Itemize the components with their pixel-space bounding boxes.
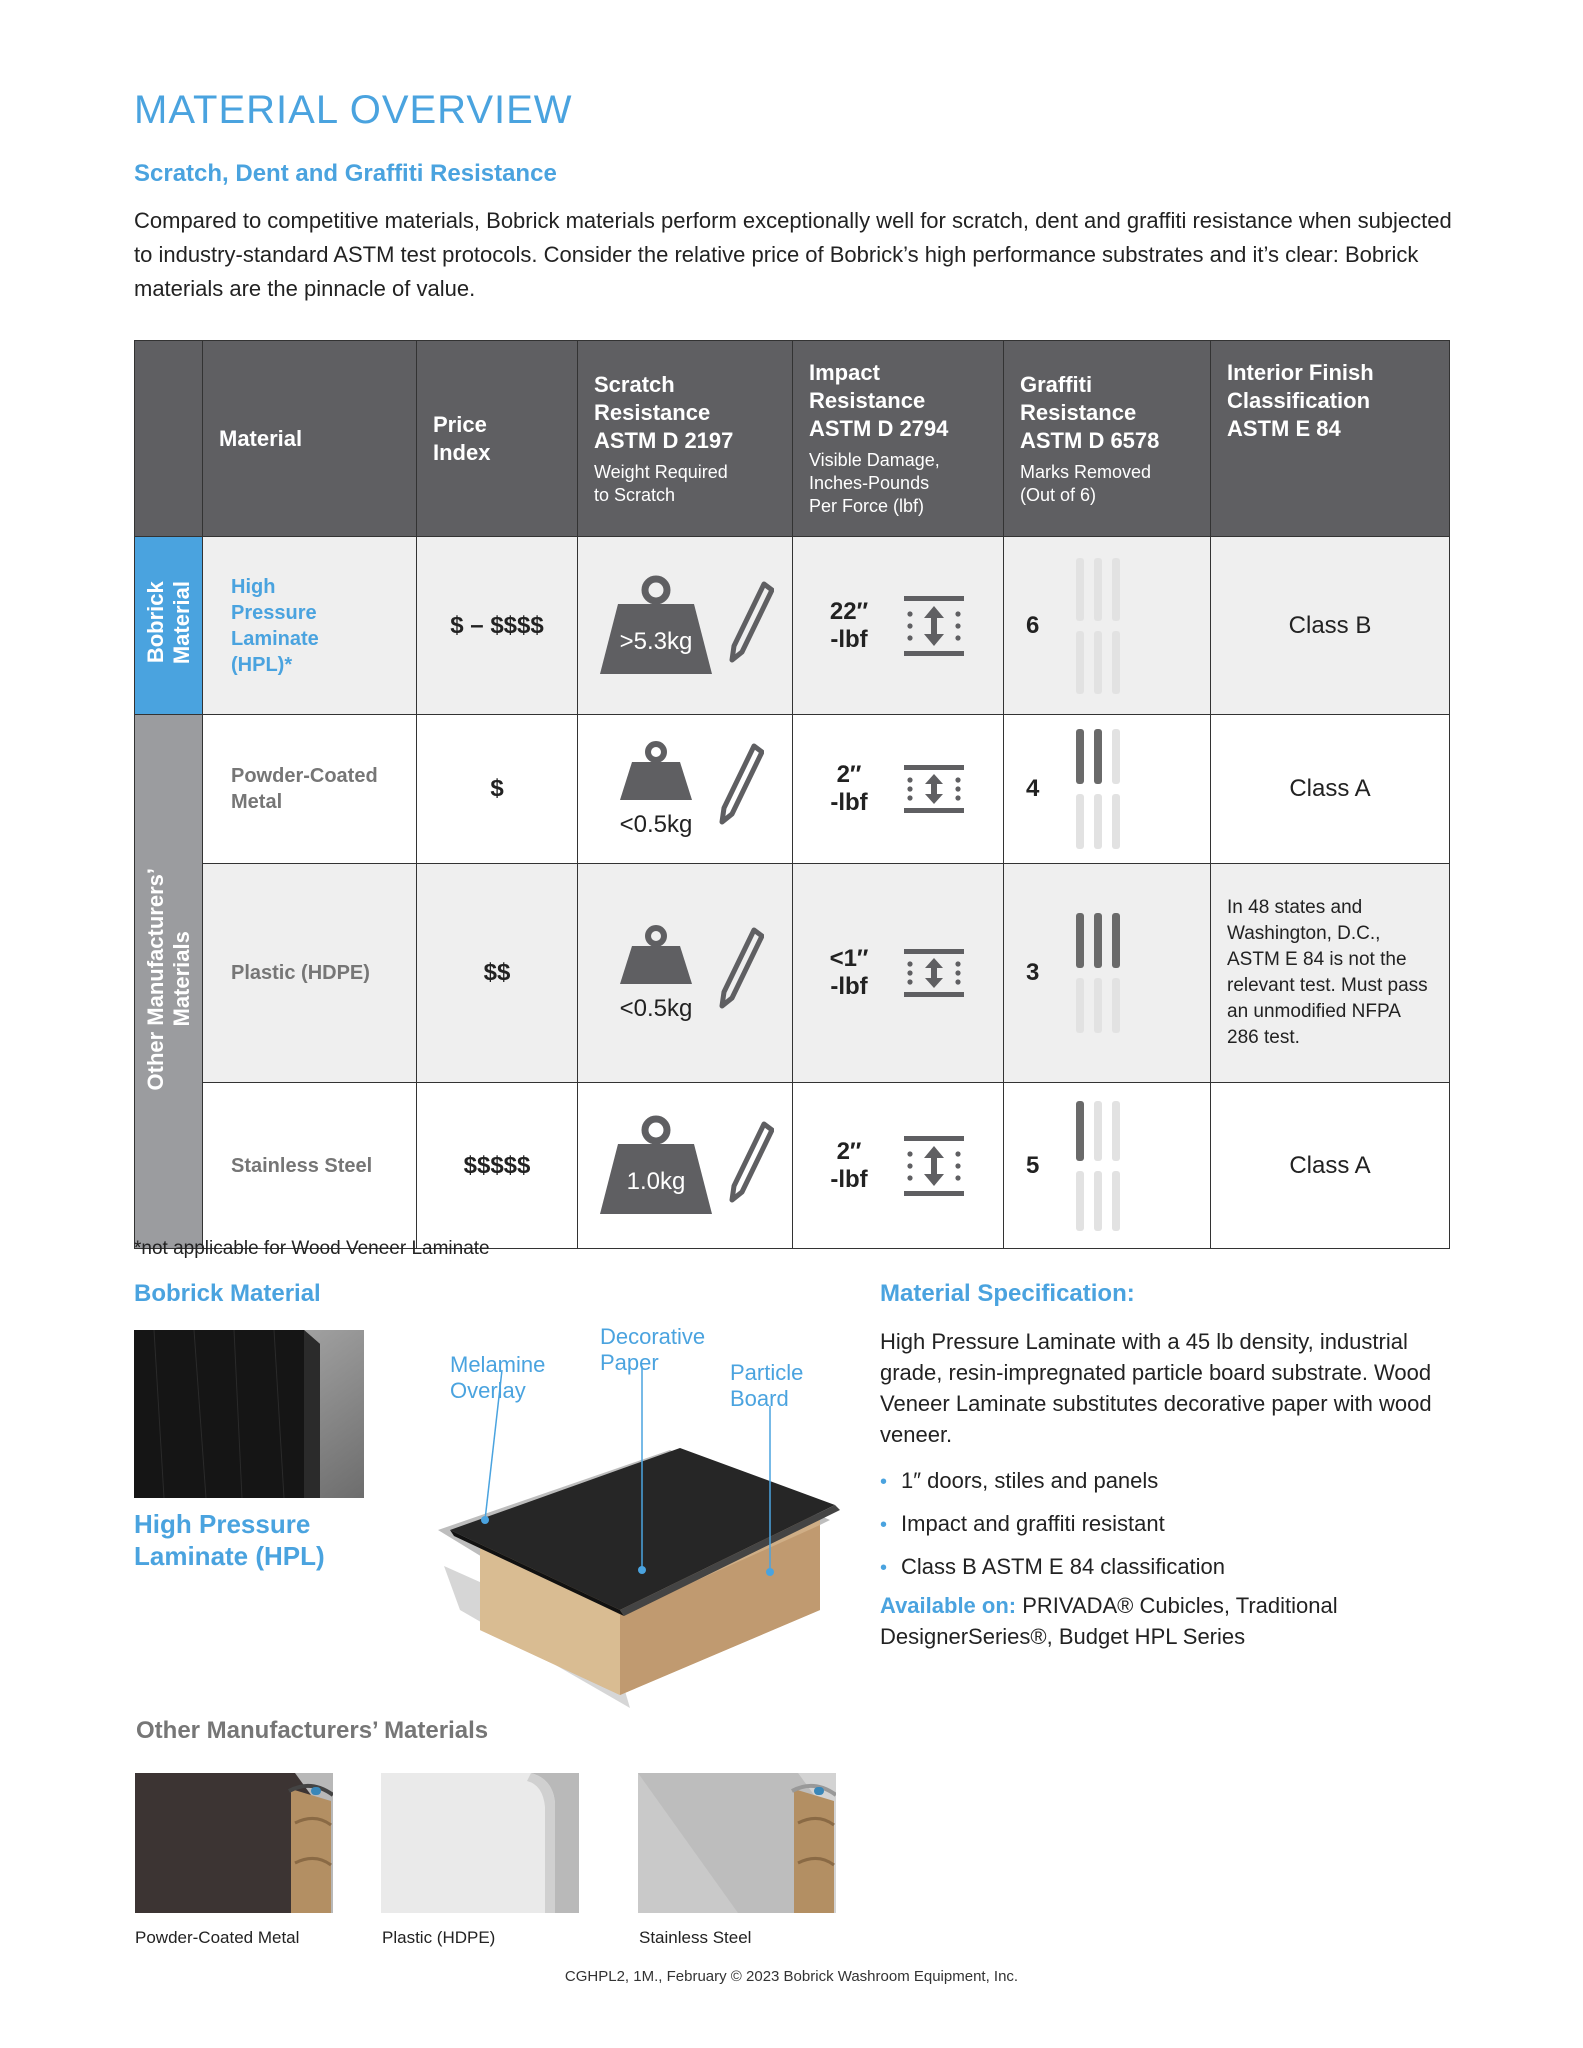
bullet-icon: • — [880, 1471, 888, 1493]
footer-copyright: CGHPL2, 1M., February © 2023 Bobrick Washroom Equipment, Inc. — [564, 1968, 1019, 1985]
list-item: • 1″ doors, stiles and panels — [880, 1468, 1159, 1493]
graffiti-mark — [1094, 794, 1102, 849]
weight-label: >5.3kg — [619, 627, 693, 655]
graffiti-count: 5 — [1026, 1151, 1040, 1179]
group-bobrick: Bobrick Material — [135, 537, 203, 715]
hpl-label: High Pressure Laminate (HPL) — [134, 1509, 325, 1571]
header-impact: Impact Resistance ASTM D 2794 Visible Damage, Inches-Pounds Per Force (lbf) — [793, 341, 1004, 537]
scratch-cell — [578, 864, 793, 1083]
graffiti-cell — [1004, 1083, 1211, 1249]
graffiti-mark — [1094, 631, 1102, 694]
impact-value: <1″ -lbf — [829, 945, 869, 1000]
marks-icon — [1070, 1101, 1130, 1231]
graffiti-mark — [1112, 558, 1120, 621]
interior-cell: In 48 states and Washington, D.C., ASTM E 84 is not the relevant test. Must pass an unmodified NFPA 286 test. — [1211, 864, 1450, 1083]
impact-value: 2″ -lbf — [830, 1137, 868, 1193]
intro-paragraph: Compared to competitive materials, Bobrick materials perform exceptionally well for scratch, dent and graffiti resistance when subjected to industry-standard ASTM test protocols. Consider the relative price of Bobrick’s high performance substrates and it’s clear: Bobrick materials are the pinnacle of value. — [134, 208, 1452, 301]
graffiti-mark — [1112, 913, 1120, 968]
bullet-icon: • — [880, 1557, 888, 1579]
pencil-icon — [716, 924, 764, 1022]
list-item: • Class B ASTM E 84 classification — [880, 1554, 1226, 1579]
impact-icon — [902, 594, 966, 658]
table-row — [135, 1083, 1450, 1249]
price-cell: $ — [417, 715, 578, 864]
header-interior: Interior Finish Classification ASTM E 84 — [1211, 341, 1450, 537]
header-corner — [135, 341, 203, 537]
scratch-cell — [578, 715, 793, 864]
table-row — [135, 864, 1450, 1083]
stainless-sample-image — [638, 1773, 836, 1913]
table-row — [135, 537, 1450, 715]
other-materials-title: Other Manufacturers’ Materials — [136, 1717, 489, 1744]
weight-label: <0.5kg — [619, 811, 693, 838]
weight-icon — [596, 1114, 716, 1218]
layer-diagram — [420, 1310, 850, 1730]
marks-icon — [1070, 913, 1130, 1033]
graffiti-cell — [1004, 864, 1211, 1083]
table-row — [135, 715, 1450, 864]
material-cell: Stainless Steel — [203, 1083, 417, 1249]
decorative-paper-label: Decorative Paper — [600, 1324, 706, 1375]
impact-icon — [902, 763, 966, 815]
weight-icon — [606, 740, 706, 838]
page-title: MATERIAL OVERVIEW — [134, 88, 573, 132]
impact-value: 2″ -lbf — [830, 761, 868, 816]
section-title: Scratch, Dent and Graffiti Resistance — [134, 160, 557, 187]
spec-bullets — [880, 1460, 1225, 1589]
graffiti-mark — [1076, 1101, 1084, 1161]
footnote: *not applicable for Wood Veneer Laminate — [134, 1238, 490, 1259]
interior-cell: Class B — [1211, 537, 1450, 715]
graffiti-count: 4 — [1026, 775, 1040, 802]
list-item: • Impact and graffiti resistant — [880, 1511, 1165, 1536]
graffiti-mark — [1112, 794, 1120, 849]
material-cell: Plastic (HDPE) — [203, 864, 417, 1083]
impact-icon — [902, 947, 966, 999]
graffiti-mark — [1094, 1171, 1102, 1231]
graffiti-mark — [1076, 978, 1084, 1033]
impact-cell — [793, 715, 1004, 864]
pencil-icon — [716, 740, 764, 838]
comparison-table — [134, 340, 1450, 1249]
weight-icon — [606, 924, 706, 1022]
material-cell: Powder-Coated Metal — [203, 715, 417, 864]
marks-icon — [1070, 729, 1130, 849]
graffiti-count: 3 — [1026, 959, 1040, 986]
bobrick-material-title: Bobrick Material — [134, 1280, 321, 1307]
graffiti-mark — [1076, 794, 1084, 849]
header-scratch: Scratch Resistance ASTM D 2197 Weight Required to Scratch — [578, 341, 793, 537]
graffiti-mark — [1094, 913, 1102, 968]
table-header-row — [135, 341, 1450, 537]
graffiti-mark — [1076, 1171, 1084, 1231]
hpl-sample-image — [134, 1330, 364, 1498]
impact-icon — [902, 1134, 966, 1198]
graffiti-mark — [1094, 558, 1102, 621]
caption-stainless: Stainless Steel — [639, 1928, 752, 1947]
graffiti-mark — [1112, 631, 1120, 694]
available-text: PRIVADA® Cubicles, Traditional DesignerSeries®, Budget HPL Series — [880, 1593, 1338, 1649]
graffiti-mark — [1112, 729, 1120, 784]
price-cell: $$$$$ — [417, 1083, 578, 1249]
material-cell: High Pressure Laminate (HPL)* — [203, 537, 417, 715]
pencil-icon — [726, 574, 774, 678]
scratch-cell — [578, 537, 793, 715]
header-graffiti: Graffiti Resistance ASTM D 6578 Marks Removed (Out of 6) — [1004, 341, 1211, 537]
graffiti-mark — [1112, 978, 1120, 1033]
price-cell: $ – $$$$ — [417, 537, 578, 715]
impact-cell — [793, 537, 1004, 715]
caption-powder-coated: Powder-Coated Metal — [135, 1928, 300, 1947]
graffiti-mark — [1076, 729, 1084, 784]
graffiti-mark — [1112, 1101, 1120, 1161]
graffiti-count: 6 — [1026, 611, 1040, 639]
graffiti-mark — [1076, 558, 1084, 621]
graffiti-mark — [1076, 631, 1084, 694]
material-spec-description: High Pressure Laminate with a 45 lb density, industrial grade, resin-impregnated particle board substrate. Wood Veneer Laminate substitutes decorative paper with wood veneer. — [880, 1329, 1432, 1447]
group-other: Other Manufacturers’ Materials — [135, 715, 203, 1249]
impact-value: 22″ -lbf — [829, 597, 869, 653]
graffiti-cell — [1004, 715, 1211, 864]
powder-coated-sample-image — [135, 1773, 333, 1913]
interior-cell: Class A — [1211, 715, 1450, 864]
price-cell: $$ — [417, 864, 578, 1083]
graffiti-mark — [1112, 1171, 1120, 1231]
pencil-icon — [726, 1114, 774, 1218]
marks-icon — [1070, 558, 1130, 694]
available-label: Available on: — [880, 1593, 1017, 1618]
graffiti-mark — [1094, 1101, 1102, 1161]
graffiti-mark — [1094, 978, 1102, 1033]
material-spec-title: Material Specification: — [880, 1280, 1135, 1307]
impact-cell — [793, 864, 1004, 1083]
impact-cell — [793, 1083, 1004, 1249]
weight-label: <0.5kg — [619, 995, 693, 1022]
weight-icon — [596, 574, 716, 678]
weight-label: 1.0kg — [626, 1167, 686, 1195]
graffiti-mark — [1094, 729, 1102, 784]
melamine-label: Melamine Overlay — [450, 1352, 546, 1403]
caption-plastic: Plastic (HDPE) — [382, 1928, 496, 1947]
graffiti-cell — [1004, 537, 1211, 715]
available-on — [880, 1590, 1440, 1652]
header-material: Material — [203, 341, 417, 537]
scratch-cell — [578, 1083, 793, 1249]
plastic-sample-image — [381, 1773, 579, 1913]
header-price: Price Index — [417, 341, 578, 537]
interior-cell: Class A — [1211, 1083, 1450, 1249]
particle-board-label: Particle Board — [730, 1360, 804, 1411]
bullet-icon: • — [880, 1514, 888, 1536]
graffiti-mark — [1076, 913, 1084, 968]
